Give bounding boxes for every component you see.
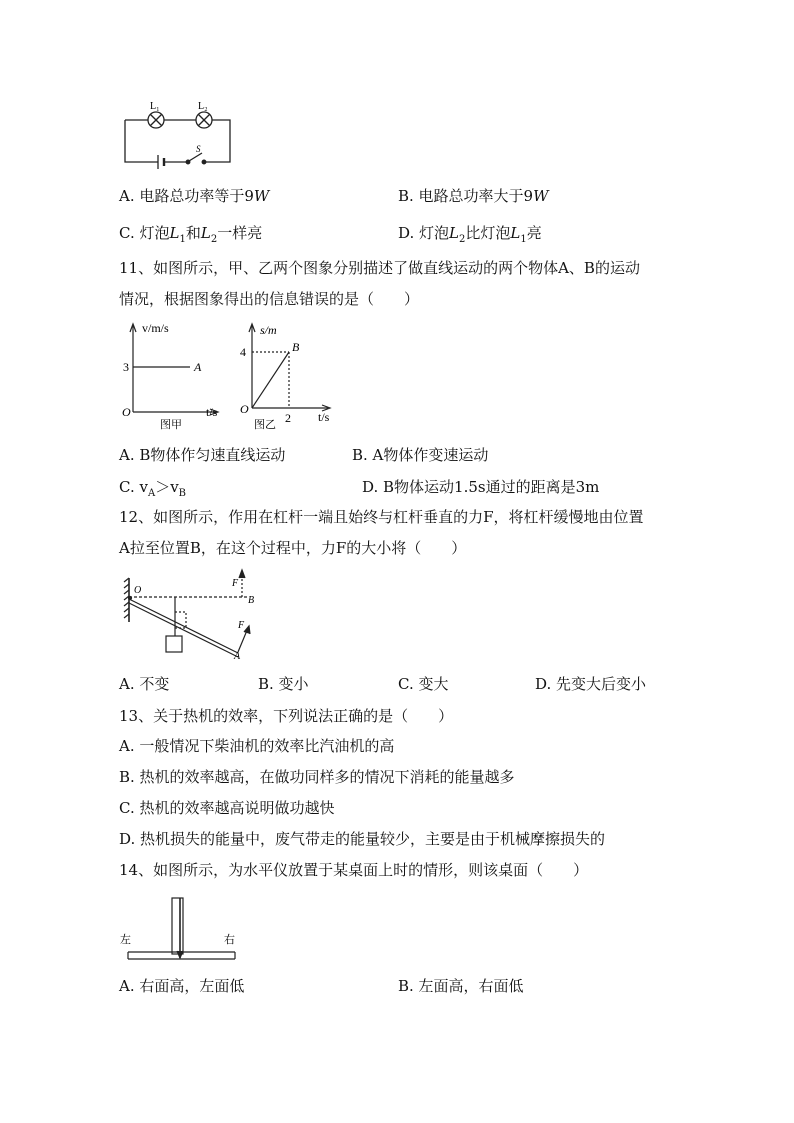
graph-b-series-label: B: [292, 340, 300, 354]
q11-option-c[interactable]: C. $v_A>v_B$: [119, 478, 187, 499]
label-left: 左: [120, 933, 131, 946]
q11-option-d[interactable]: D. B物体运动1.5s通过的距离是3m: [362, 478, 600, 496]
q13-option-a[interactable]: A. 一般情况下柴油机的效率比汽油机的高: [119, 737, 395, 755]
label-b: B: [248, 595, 255, 606]
lever-figure: [120, 566, 260, 662]
q10-option-c[interactable]: C. 灯泡$L_1$和$L_2$一样亮: [119, 224, 263, 245]
q12-option-d[interactable]: D. 先变大后变小: [535, 675, 647, 693]
q12-option-c[interactable]: C. 变大: [398, 675, 449, 693]
label-switch: S: [196, 144, 201, 154]
q14-option-b[interactable]: B. 左面高，右面低: [398, 977, 524, 995]
q10-option-a[interactable]: A. 电路总功率等于9W: [119, 187, 270, 205]
graph-a-origin: O: [122, 405, 131, 419]
weight-box: [166, 636, 182, 652]
level-frame: [172, 898, 183, 954]
graph-a-caption: 图甲: [160, 418, 182, 431]
lever-bar: [129, 599, 238, 653]
q12-stem-line1: 12、如图所示，作用在杠杆一端且始终与杠杆垂直的力F，将杠杆缓慢地由位置: [119, 508, 644, 526]
label-right: 右: [224, 933, 235, 946]
circuit-figure: [118, 98, 238, 170]
label-a: A: [234, 651, 241, 662]
graph-a-ytick: 3: [123, 360, 129, 374]
label-f-bottom: F: [238, 620, 245, 631]
q11-stem-line2: 情况，根据图象得出的信息错误的是（ ）: [119, 290, 420, 308]
level-instrument-figure: [118, 896, 243, 966]
q12-option-a[interactable]: A. 不变: [119, 675, 170, 693]
graph-b-xtick: 2: [285, 411, 291, 425]
q10-option-d[interactable]: D. 灯泡$L_2$比灯泡$L_1$亮: [398, 224, 542, 245]
graph-b-ylabel: s/m: [260, 323, 277, 337]
q11-option-a[interactable]: A. B物体作匀速直线运动: [119, 446, 286, 464]
graph-b-ytick: 4: [240, 345, 246, 359]
q13-option-d[interactable]: D. 热机损失的能量中，废气带走的能量较少，主要是由于机械摩擦损失的: [119, 830, 606, 848]
q14-stem: 14、如图所示，为水平仪放置于某桌面上时的情形，则该桌面（ ）: [119, 861, 589, 879]
q10-option-b[interactable]: B. 电路总功率大于9W: [398, 187, 549, 205]
graph-a-series-label: A: [194, 360, 202, 374]
q13-stem: 13、关于热机的效率，下列说法正确的是（ ）: [119, 707, 454, 725]
q11-option-b[interactable]: B. A物体作变速运动: [352, 446, 489, 464]
graph-b-caption: 图乙: [254, 418, 276, 431]
label-f-top: F: [232, 578, 239, 589]
graph-v-t: [120, 318, 225, 433]
q12-option-b[interactable]: B. 变小: [258, 675, 309, 693]
q12-stem-line2: A拉至位置B，在这个过程中，力F的大小将（ ）: [119, 539, 467, 557]
graph-a-xlabel: t/s: [206, 405, 218, 419]
switch-blade: [189, 153, 202, 161]
label-l2: L₂: [198, 101, 208, 112]
graph-a-ylabel: v/m/s: [142, 321, 169, 335]
series-b-line: [252, 352, 289, 408]
q13-option-c[interactable]: C. 热机的效率越高说明做功越快: [119, 799, 335, 817]
graph-b-xlabel: t/s: [318, 410, 330, 424]
q11-stem-line1: 11、如图所示，甲、乙两个图象分别描述了做直线运动的两个物体A、B的运动: [119, 259, 640, 277]
label-o: O: [134, 585, 142, 596]
label-l1: L₁: [150, 101, 160, 112]
q14-option-a[interactable]: A. 右面高，左面低: [119, 977, 245, 995]
q13-option-b[interactable]: B. 热机的效率越高，在做功同样多的情况下消耗的能量越多: [119, 768, 515, 786]
graph-s-t: [232, 318, 337, 433]
graph-b-origin: O: [240, 402, 249, 416]
